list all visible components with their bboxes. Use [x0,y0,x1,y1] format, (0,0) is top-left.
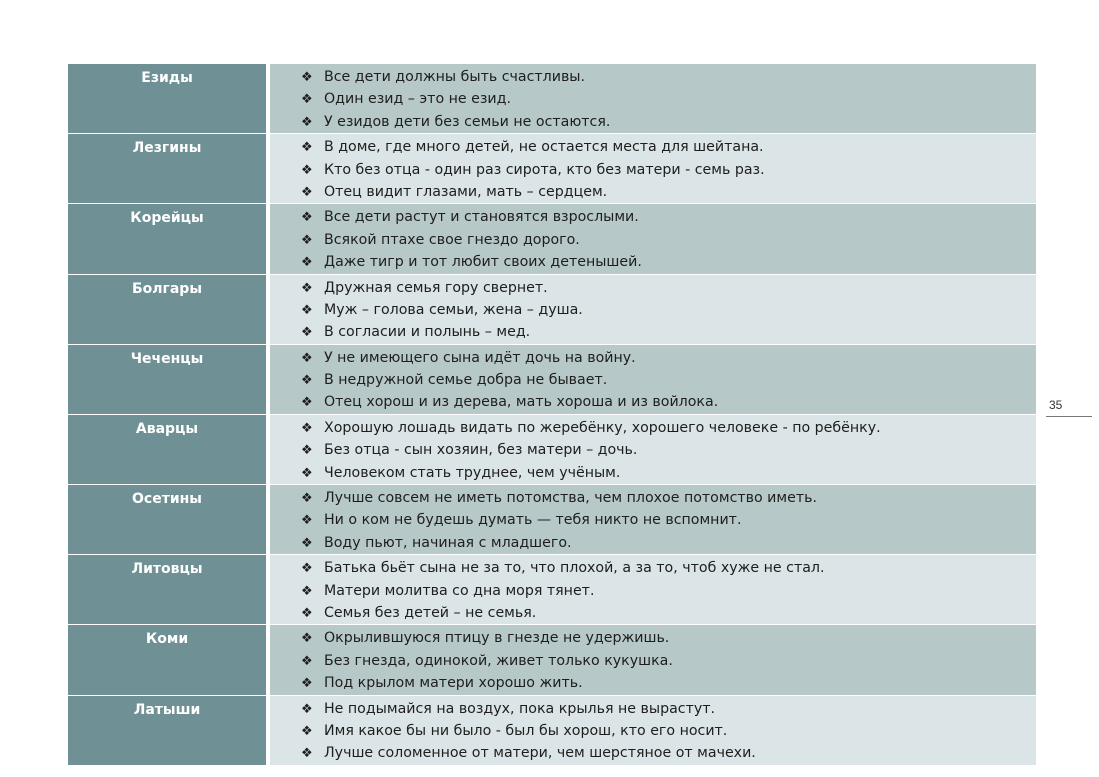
list-item [301,698,1036,720]
list-item [301,229,1036,251]
diamond-bullet-icon: ❖ [301,491,313,507]
proverb-text: Матери молитва со дна моря тянет. [324,582,595,599]
list-item [301,742,1036,764]
people-name-cell: Литовцы [68,555,266,625]
proverb-text: Лучше соломенное от матери, чем шерстяное от мачехи. [324,745,756,762]
list-item [301,532,1036,554]
people-name-cell: Осетины [68,485,266,555]
diamond-bullet-icon: ❖ [301,723,313,739]
page-number-rule [1046,416,1092,417]
sayings-cell [270,485,1036,555]
people-name-cell: Езиды [68,64,266,134]
proverb-text: Имя какое бы ни было - был бы хорош, кто его носит. [324,722,728,739]
proverbs-table [68,64,1036,766]
list-item [301,650,1036,672]
proverbs-table-container [68,64,1036,762]
proverb-text: У не имеющего сына идёт дочь на войну. [324,349,636,366]
list-item [301,580,1036,602]
list-item [301,347,1036,369]
list-item [301,66,1036,88]
list-item [301,720,1036,742]
list-item [301,462,1036,484]
list-item [301,672,1036,694]
sayings-list [270,136,1036,203]
proverb-text: Батька бьёт сына не за то, что плохой, а за то, чтоб хуже не стал. [324,560,825,577]
list-item [301,251,1036,273]
list-item [301,602,1036,624]
diamond-bullet-icon: ❖ [301,631,313,647]
table-row [68,414,1036,484]
proverb-text: Дружная семья гору свернет. [324,279,548,296]
table-row [68,555,1036,625]
list-item [301,391,1036,413]
sayings-list [270,206,1036,273]
list-item [301,509,1036,531]
sayings-cell [270,695,1036,765]
list-item [301,369,1036,391]
proverb-text: Муж – голова семьи, жена – душа. [324,301,583,318]
proverb-text: Все дети растут и становятся взрослыми. [324,209,639,226]
sayings-cell [270,274,1036,344]
list-item [301,299,1036,321]
proverb-text: Окрылившуюся птицу в гнезде не удержишь. [324,630,670,647]
table-row [68,274,1036,344]
list-item [301,136,1036,158]
diamond-bullet-icon: ❖ [301,583,313,599]
people-name-cell: Болгары [68,274,266,344]
page-number: 35 [1049,398,1063,412]
proverb-text: В согласии и полынь – мед. [324,324,531,341]
diamond-bullet-icon: ❖ [301,605,313,621]
diamond-bullet-icon: ❖ [301,114,313,130]
proverb-text: Под крылом матери хорошо жить. [324,675,583,692]
sayings-cell [270,344,1036,414]
sayings-cell [270,134,1036,204]
people-name-cell: Чеченцы [68,344,266,414]
diamond-bullet-icon: ❖ [301,325,313,341]
table-row [68,204,1036,274]
proverb-text: Всякой птахе свое гнездо дорого. [324,231,580,248]
list-item [301,181,1036,203]
list-item [301,321,1036,343]
diamond-bullet-icon: ❖ [301,653,313,669]
diamond-bullet-icon: ❖ [301,420,313,436]
list-item [301,627,1036,649]
diamond-bullet-icon: ❖ [301,701,313,717]
proverb-text: В недружной семье добра не бывает. [324,372,608,389]
diamond-bullet-icon: ❖ [301,676,313,692]
diamond-bullet-icon: ❖ [301,210,313,226]
people-name-cell: Коми [68,625,266,695]
sayings-list [270,627,1036,694]
proverb-text: Семья без детей – не семья. [324,604,537,621]
diamond-bullet-icon: ❖ [301,162,313,178]
list-item [301,159,1036,181]
diamond-bullet-icon: ❖ [301,92,313,108]
sayings-cell [270,204,1036,274]
table-row [68,485,1036,555]
sayings-list [270,557,1036,624]
proverb-text: Отец хорош и из дерева, мать хороша и из войлока. [324,394,719,411]
proverb-text: Ни о ком не будешь думать — тебя никто не вспомнит. [324,512,742,529]
proverb-text: Лучше совсем не иметь потомства, чем плохое потомство иметь. [324,490,817,507]
diamond-bullet-icon: ❖ [301,350,313,366]
proverb-text: Без отца - сын хозяин, без матери – дочь. [324,442,638,459]
list-item [301,206,1036,228]
proverb-text: Воду пьют, начиная с младшего. [324,534,572,551]
proverb-text: Без гнезда, одинокой, живет только кукушка. [324,652,673,669]
sayings-list [270,487,1036,554]
list-item [301,111,1036,133]
list-item [301,88,1036,110]
diamond-bullet-icon: ❖ [301,395,313,411]
list-item [301,417,1036,439]
people-name-cell: Корейцы [68,204,266,274]
sayings-list [270,347,1036,414]
sayings-list [270,277,1036,344]
proverb-text: Отец видит глазами, мать – сердцем. [324,183,608,200]
diamond-bullet-icon: ❖ [301,302,313,318]
table-row [68,625,1036,695]
diamond-bullet-icon: ❖ [301,255,313,271]
people-name-cell: Аварцы [68,414,266,484]
diamond-bullet-icon: ❖ [301,535,313,551]
diamond-bullet-icon: ❖ [301,280,313,296]
diamond-bullet-icon: ❖ [301,513,313,529]
sayings-list [270,698,1036,765]
sayings-cell [270,414,1036,484]
proverb-text: Даже тигр и тот любит своих детенышей. [324,254,642,271]
sayings-cell [270,625,1036,695]
table-row [68,344,1036,414]
diamond-bullet-icon: ❖ [301,70,313,85]
proverb-text: У езидов дети без семьи не остаются. [324,113,611,130]
list-item [301,557,1036,579]
diamond-bullet-icon: ❖ [301,443,313,459]
proverb-text: Один езид – это не езид. [324,91,511,108]
diamond-bullet-icon: ❖ [301,746,313,762]
diamond-bullet-icon: ❖ [301,140,313,156]
proverb-text: Хорошую лошадь видать по жеребёнку, хорошего человеке - по ребёнку. [324,419,881,436]
list-item [301,487,1036,509]
list-item [301,439,1036,461]
proverb-text: Человеком стать труднее, чем учёным. [324,464,621,481]
table-row [68,64,1036,134]
diamond-bullet-icon: ❖ [301,232,313,248]
diamond-bullet-icon: ❖ [301,561,313,577]
sayings-cell [270,64,1036,134]
sayings-list [270,66,1036,133]
proverbs-table-body [68,64,1036,765]
proverb-text: Не подымайся на воздух, пока крылья не вырастут. [324,700,716,717]
people-name-cell: Лезгины [68,134,266,204]
list-item [301,277,1036,299]
diamond-bullet-icon: ❖ [301,373,313,389]
proverb-text: Кто без отца - один раз сирота, кто без матери - семь раз. [324,161,765,178]
sayings-list [270,417,1036,484]
sayings-cell [270,555,1036,625]
table-row [68,134,1036,204]
table-row [68,695,1036,765]
diamond-bullet-icon: ❖ [301,465,313,481]
people-name-cell: Латыши [68,695,266,765]
diamond-bullet-icon: ❖ [301,184,313,200]
proverb-text: Все дети должны быть счастливы. [324,69,586,85]
proverb-text: В доме, где много детей, не остается места для шейтана. [324,139,764,156]
